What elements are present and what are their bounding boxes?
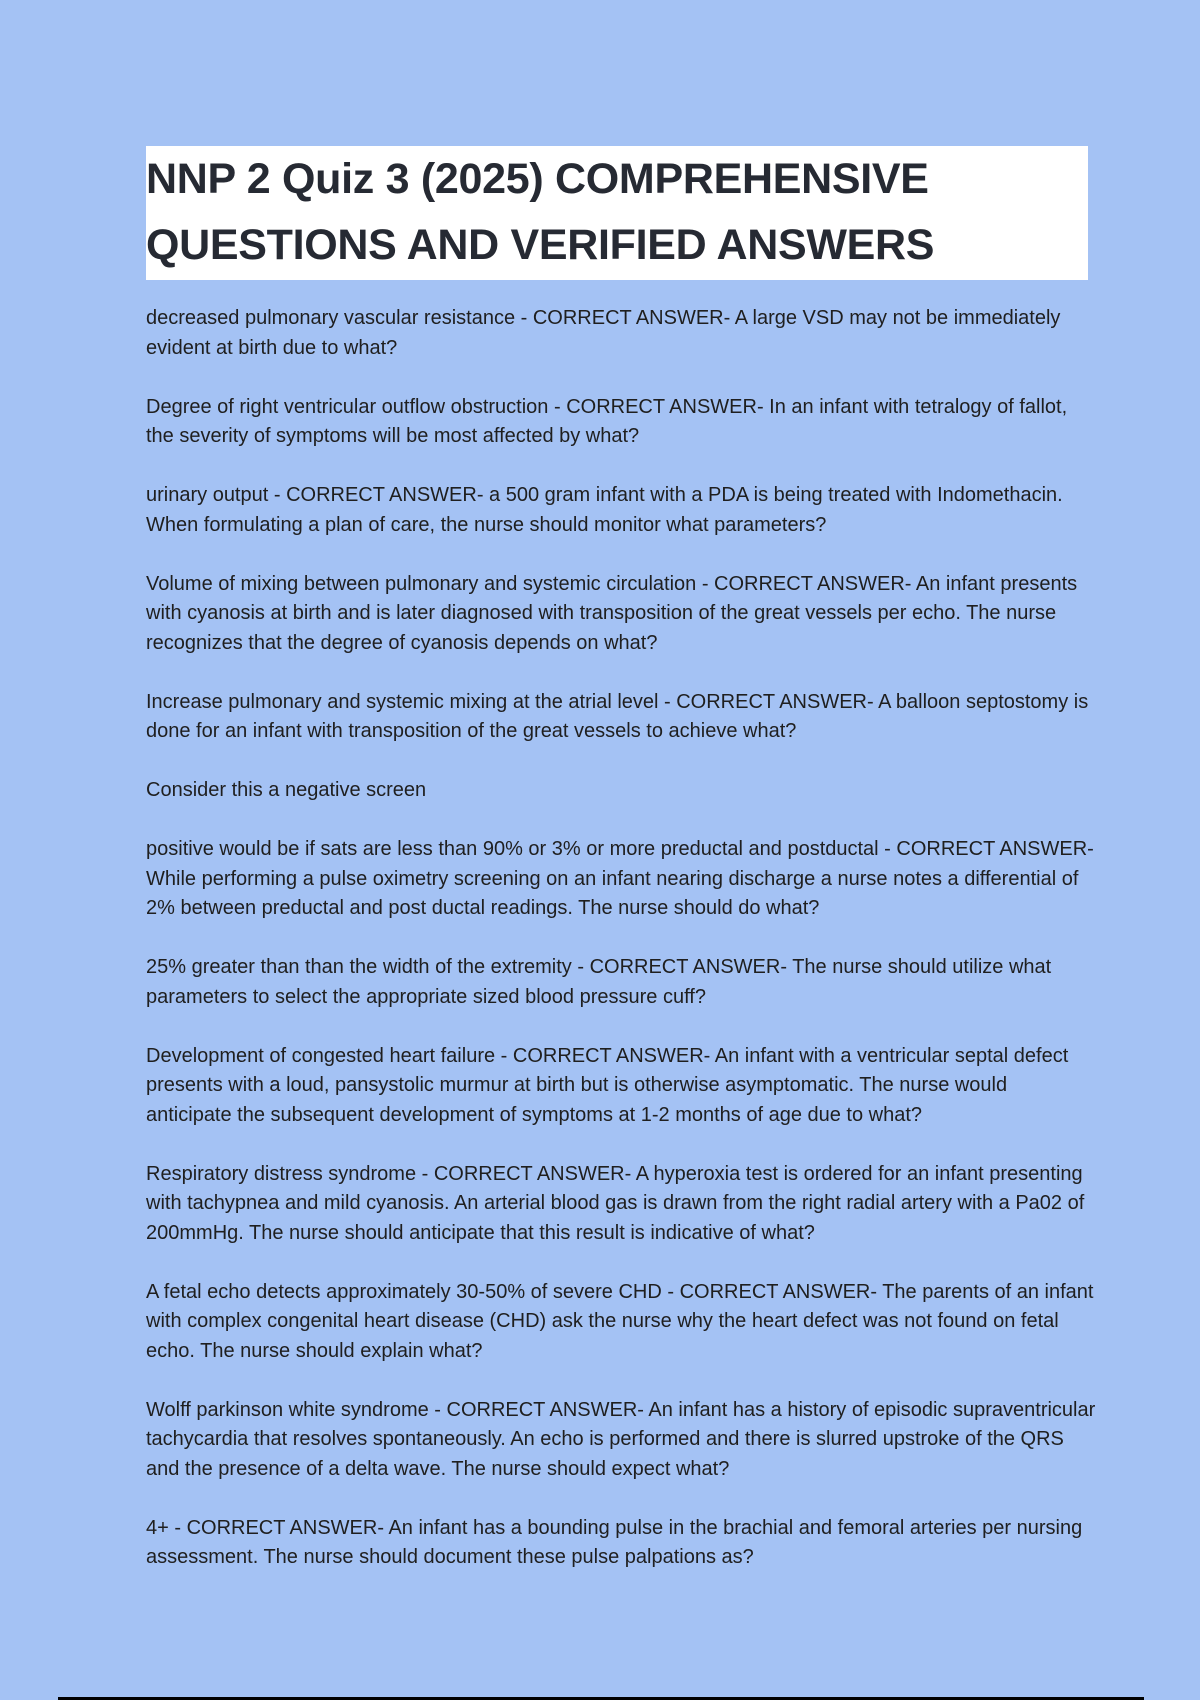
document-body xyxy=(146,304,1096,1602)
qa-paragraph: Respiratory distress syndrome - CORRECT ANSWER- A hyperoxia test is ordered for an infant presenting with tachypnea and mild cyanosis. An arterial blood gas is drawn from the right radial artery with a Pa02 of 200mmHg. The nurse should anticipate that this result is indicative of what? xyxy=(146,1162,1085,1244)
title-line-1: NNP 2 Quiz 3 (2025) COMPREHENSIVE xyxy=(146,155,929,203)
qa-paragraph: Increase pulmonary and systemic mixing at the atrial level - CORRECT ANSWER- A balloon septostomy is done for an infant with transposition of the great vessels to achieve what? xyxy=(146,690,1089,742)
title-line-2: QUESTIONS AND VERIFIED ANSWERS xyxy=(146,221,935,269)
qa-paragraph: 25% greater than than the width of the extremity - CORRECT ANSWER- The nurse should utilize what parameters to select the appropriate sized blood pressure cuff? xyxy=(146,956,1052,1008)
qa-paragraph: decreased pulmonary vascular resistance - CORRECT ANSWER- A large VSD may not be immediately evident at birth due to what? xyxy=(146,307,1061,359)
qa-paragraph: urinary output - CORRECT ANSWER- a 500 gram infant with a PDA is being treated with Indomethacin. When formulating a plan of care, the nurse should monitor what parameters? xyxy=(146,484,1063,536)
qa-paragraph: Degree of right ventricular outflow obstruction - CORRECT ANSWER- In an infant with tetralogy of fallot, the severity of symptoms will be most affected by what? xyxy=(146,395,1068,447)
qa-paragraph: Consider this a negative screen xyxy=(146,779,427,801)
qa-paragraph: Volume of mixing between pulmonary and systemic circulation - CORRECT ANSWER- An infant presents with cyanosis at birth and is later diagnosed with transposition of the great vessels per echo. The nurse recognizes that the degree of cyanosis depends on what? xyxy=(146,572,1078,654)
document-title xyxy=(146,146,1088,280)
qa-paragraph: Wolff parkinson white syndrome - CORRECT ANSWER- An infant has a history of episodic supraventricular tachycardia that resolves spontaneously. An echo is performed and there is slurred upstroke of the QRS and the presence of a delta wave. The nurse should expect what? xyxy=(146,1398,1096,1480)
qa-paragraph: positive would be if sats are less than 90% or 3% or more preductal and postductal - CORRECT ANSWER- While performing a pulse oximetry screening on an infant nearing discharge a nurse notes a differential of 2% between preductal and post ductal readings. The nurse should do what? xyxy=(146,838,1094,919)
qa-paragraph: A fetal echo detects approximately 30-50% of severe CHD - CORRECT ANSWER- The parents of an infant with complex congenital heart disease (CHD) ask the nurse why the heart defect was not found on fetal echo. The nurse should explain what? xyxy=(146,1280,1094,1362)
qa-paragraph: Development of congested heart failure - CORRECT ANSWER- An infant with a ventricular septal defect presents with a loud, pansystolic murmur at birth but is otherwise asymptomatic. The nurse would anticipate the subsequent development of symptoms at 1-2 months of age due to what? xyxy=(146,1044,1069,1126)
qa-paragraph: 4+ - CORRECT ANSWER- An infant has a bounding pulse in the brachial and femoral arteries per nursing assessment. The nurse should document these pulse palpations as? xyxy=(146,1516,1083,1568)
